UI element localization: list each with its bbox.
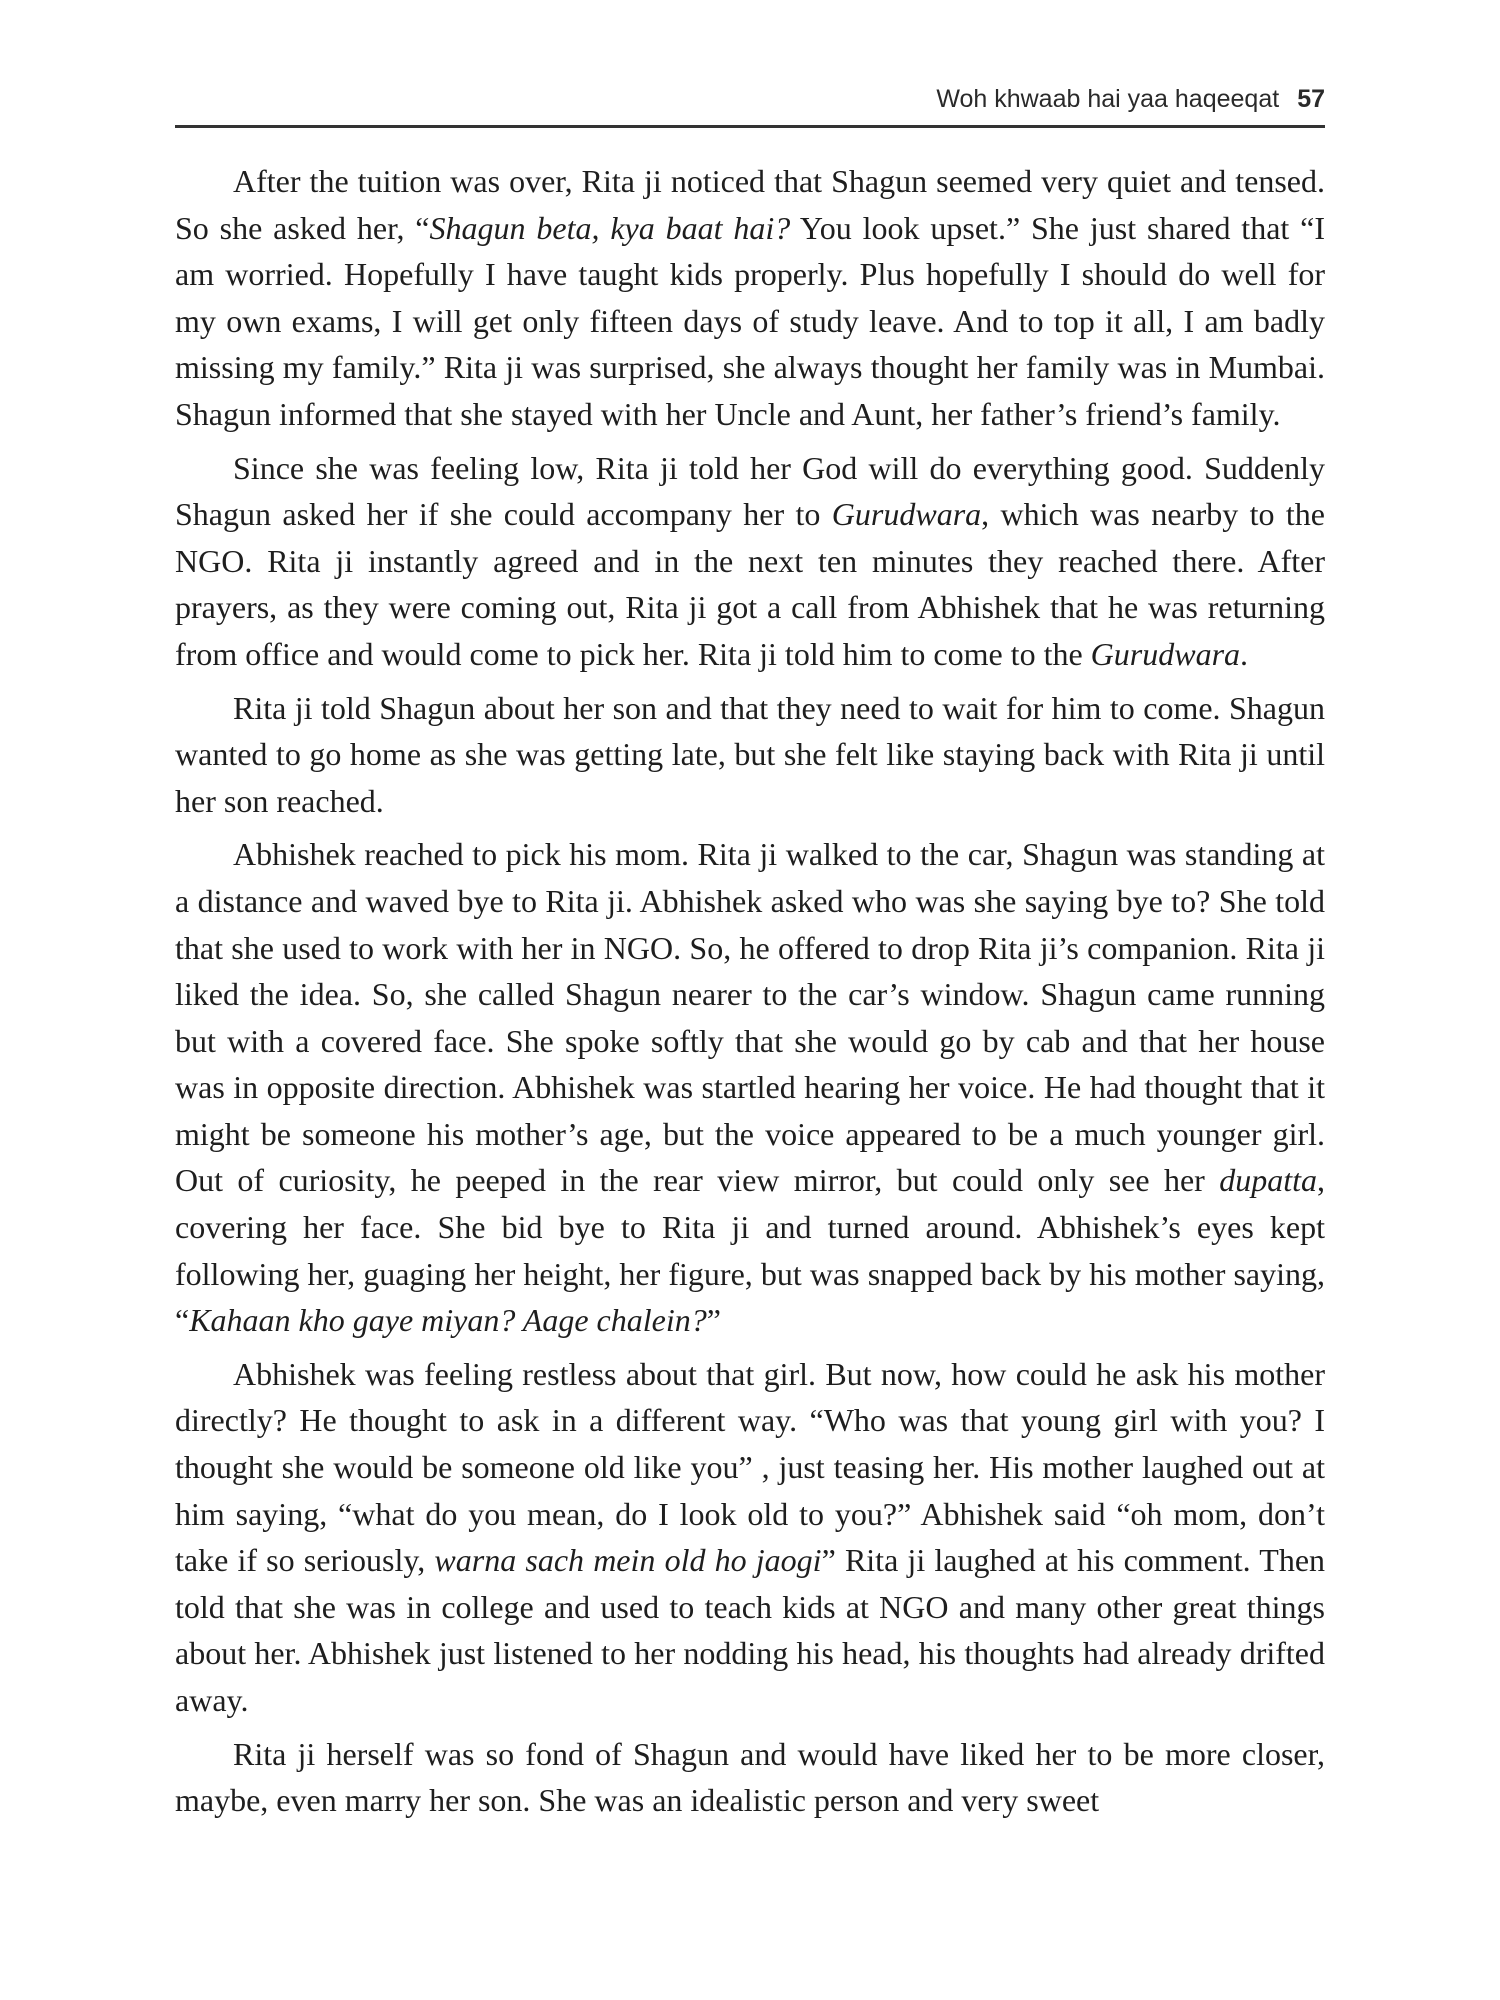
page-number: 57 xyxy=(1297,85,1325,113)
paragraph xyxy=(175,1731,1325,1824)
text-run: After the tuition was over, Rita ji noticed that Shagun seemed very quiet and tensed. So she asked her, “ xyxy=(175,163,1325,246)
italic-text: Gurudwara xyxy=(1090,635,1241,672)
italic-text: Gurudwara xyxy=(831,496,982,533)
text-run: You look upset.” She just shared that “I am worried. Hopefully I have taught kids properly. Plus hopefully I should do well for my own exams, I will get only fifteen days of study leave. And to top it all, I am badly missing my family.” Rita ji was surprised, she always thought her family was in Mumbai. Shagun informed that she stayed with her Uncle and Aunt, her father’s friend’s family. xyxy=(175,209,1326,432)
text-run: Rita ji told Shagun about her son and that they need to wait for him to come. Shagun wanted to go home as she was getting late, but she felt like staying back with Rita ji until her son reached. xyxy=(175,689,1325,819)
text-run: , which was nearby to the NGO. Rita ji instantly agreed and in the next ten minutes they reached there. After prayers, as they were coming out, Rita ji got a call from Abhishek that he was returning from office and would come to pick her. Rita ji told him to come to the xyxy=(175,496,1326,672)
paragraph xyxy=(175,1351,1325,1724)
text-run: ” Rita ji laughed at his comment. Then told that she was in college and used to teach kids at NGO and many other great things about her. Abhishek just listened to her nodding his head, his thoughts had already drifted away. xyxy=(175,1542,1326,1718)
text-run: Rita ji herself was so fond of Shagun and would have liked her to be more closer, maybe, even marry her son. She was an idealistic person and very sweet xyxy=(175,1735,1325,1819)
italic-text: warna sach mein old ho jaogi xyxy=(434,1542,822,1579)
text-run: Since she was feeling low, Rita ji told her God will do everything good. Suddenly Shagun asked her if she could accompany her to xyxy=(175,449,1325,533)
text-run: . xyxy=(1240,635,1249,672)
running-header xyxy=(175,78,1325,120)
text-run: Abhishek reached to pick his mom. Rita ji walked to the car, Shagun was standing at a distance and waved bye to Rita ji. Abhishek asked who was she saying bye to? She told that she used to work with her in NGO. So, he offered to drop Rita ji’s companion. Rita ji liked the idea. So, she called Shagun nearer to the car’s window. Shagun came running but with a covered face. She spoke softly that she would go by cab and that her house was in opposite direction. Abhishek was startled hearing her voice. He had thought that it might be someone his mother’s age, but the voice appeared to be a much younger girl. Out of curiosity, he peeped in the rear view mirror, but could only see her xyxy=(175,836,1325,1199)
italic-text: dupatta xyxy=(1219,1162,1317,1199)
text-run: Abhishek was feeling restless about that girl. But now, how could he ask his mother directly? He thought to ask in a different way. “Who was that young girl with you? I thought she would be someone old like you” , just teasing her. His mother laughed out at him saying, “what do you mean, do I look old to you?” Abhishek said “oh mom, don’t take if so seriously, xyxy=(175,1355,1325,1579)
paragraph xyxy=(175,685,1325,825)
text-run: , covering her face. She bid bye to Rita ji and turned around. Abhishek’s eyes kept following her, guaging her height, her figure, but was snapped back by his mother saying, “ xyxy=(175,1162,1325,1339)
paragraph xyxy=(175,831,1325,1344)
paragraph xyxy=(175,158,1325,438)
italic-text: Shagun beta, kya baat hai? xyxy=(429,209,791,246)
italic-text: Kahaan kho gaye miyan? Aage chalein? xyxy=(189,1302,707,1339)
body-text xyxy=(175,158,1325,1831)
text-run: ” xyxy=(706,1302,721,1339)
header-rule xyxy=(175,125,1325,128)
running-title: Woh khwaab hai yaa haqeeqat xyxy=(936,85,1280,113)
paragraph xyxy=(175,445,1325,678)
